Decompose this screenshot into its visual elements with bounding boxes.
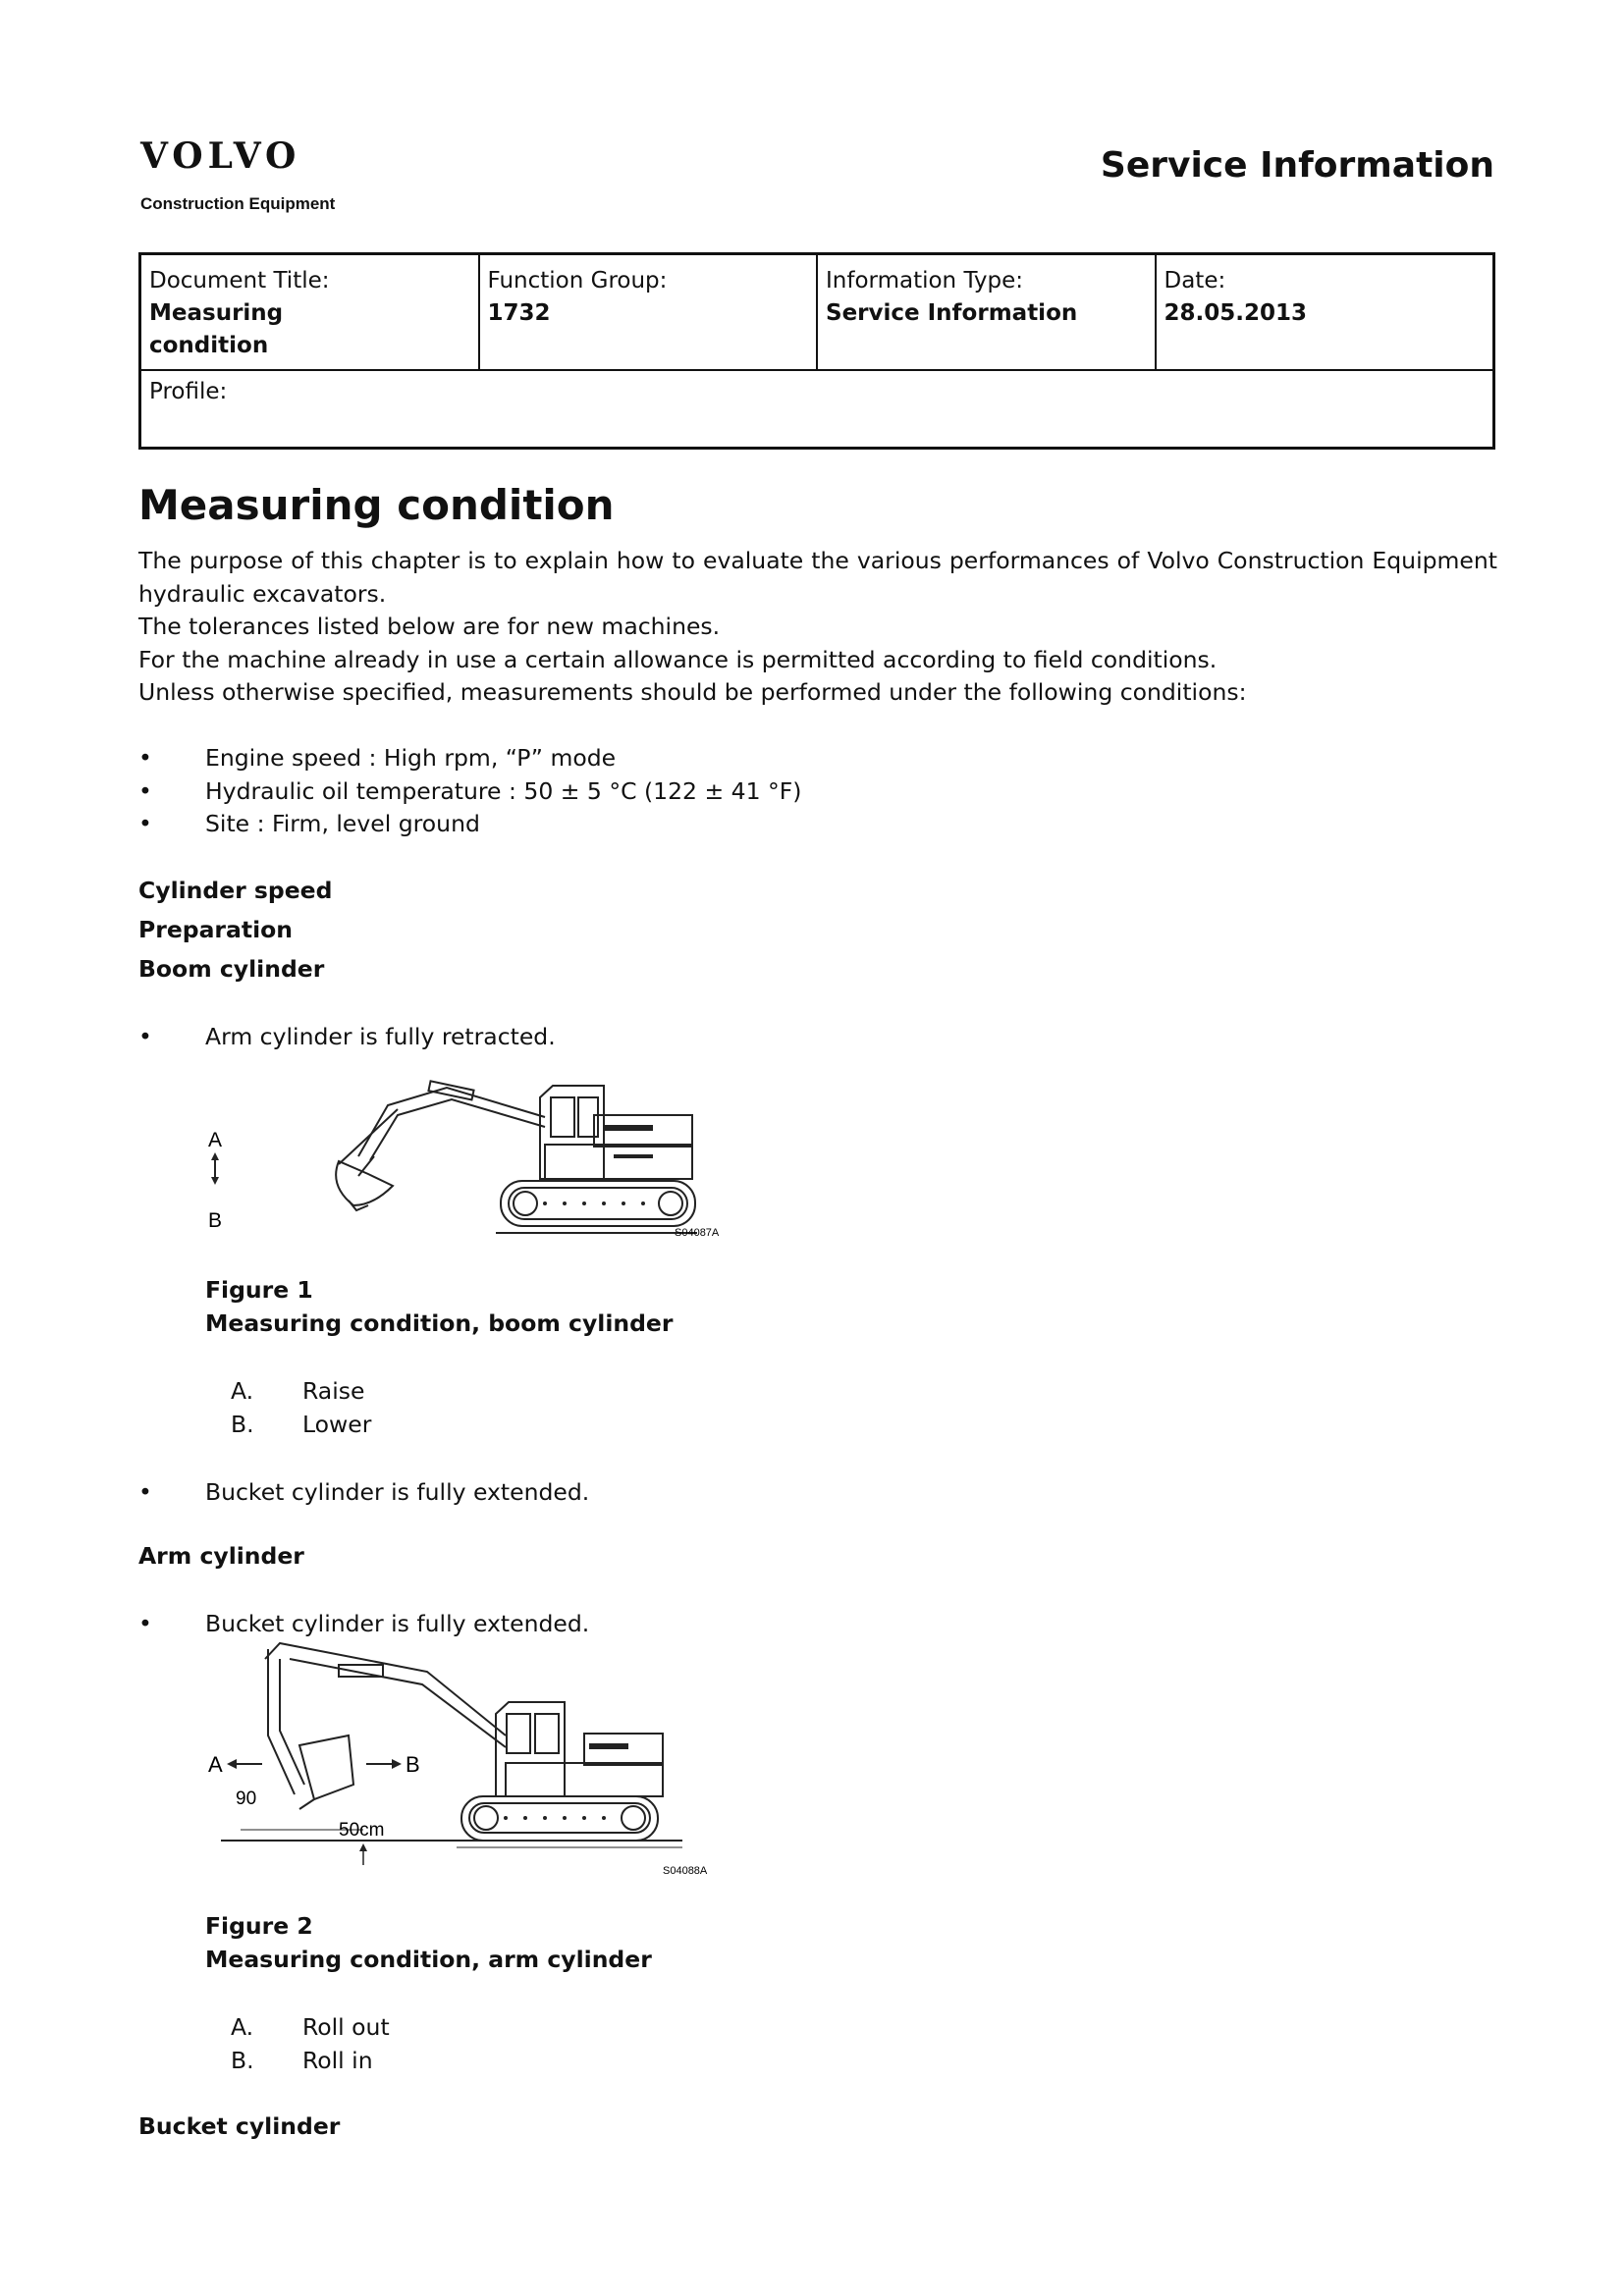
bullet: •: [138, 777, 152, 805]
cell-information-type: [818, 255, 1157, 369]
section-heading-preparation: Preparation: [138, 916, 294, 943]
cell-value: 28.05.2013: [1164, 300, 1308, 326]
bullet: •: [138, 744, 152, 772]
list-letter: A.: [231, 1377, 254, 1405]
boom-excavator-figure: [201, 1058, 731, 1250]
cell-label: Date:: [1164, 268, 1226, 294]
volvo-logo: VOLVO: [140, 135, 301, 177]
list-letter: A.: [231, 2013, 254, 2041]
arm-excavator-figure: [201, 1637, 731, 1883]
cell-value: Service Information: [826, 300, 1078, 326]
list-text: Raise: [302, 1377, 365, 1405]
section-heading-arm-cylinder: Arm cylinder: [138, 1542, 304, 1570]
marker-b: B: [208, 1209, 223, 1232]
doc-type-title: Service Information: [1100, 145, 1494, 186]
bullet: •: [138, 1023, 152, 1050]
allowance-note: For the machine already in use a certain allowance is permitted according to field conditions.: [138, 646, 1218, 673]
marker-a: A: [208, 1752, 223, 1777]
list-text: Roll in: [302, 2047, 373, 2074]
list-letter: B.: [231, 1411, 254, 1438]
figure-code: S04088A: [663, 1865, 708, 1877]
section-heading-boom-cylinder: Boom cylinder: [138, 955, 325, 983]
figure-label: Figure 2: [205, 1912, 313, 1940]
bullet-text: Bucket cylinder is fully extended.: [205, 1610, 590, 1637]
figure-caption: Measuring condition, arm cylinder: [205, 1946, 652, 1973]
cell-label: Information Type:: [826, 268, 1024, 294]
cell-label: Document Title:: [149, 268, 330, 294]
cell-value: Measuring condition: [149, 300, 284, 358]
list-text: Roll out: [302, 2013, 390, 2041]
figure-label: Figure 1: [205, 1276, 313, 1304]
page-title: Measuring condition: [138, 481, 615, 529]
info-row: [141, 255, 1492, 371]
section-heading-cylinder-speed: Cylinder speed: [138, 877, 333, 904]
profile-label: Profile:: [149, 379, 228, 404]
condition-text: Hydraulic oil temperature : 50 ± 5 °C (122 ± 41 °F): [205, 777, 802, 805]
tolerance-note: The tolerances listed below are for new machines.: [138, 613, 721, 640]
distance-label: 50cm: [339, 1820, 385, 1841]
intro-paragraph: The purpose of this chapter is to explain how to evaluate the various performances of Volvo Construction Equipment hydraulic excavators.: [138, 547, 1497, 608]
condition-text: Engine speed : High rpm, “P” mode: [205, 744, 617, 772]
section-heading-bucket-cylinder: Bucket cylinder: [138, 2112, 341, 2140]
figure-caption: Measuring condition, boom cylinder: [205, 1309, 674, 1337]
figure-code: S04087A: [675, 1227, 720, 1239]
conditions-intro: Unless otherwise specified, measurements should be performed under the following conditions:: [138, 678, 1247, 706]
bullet: •: [138, 1610, 152, 1637]
cell-label: Function Group:: [487, 268, 668, 294]
marker-b: B: [406, 1752, 420, 1777]
cell-document-title: [141, 255, 480, 369]
list-text: Lower: [302, 1411, 372, 1438]
bullet-text: Bucket cylinder is fully extended.: [205, 1478, 590, 1506]
condition-text: Site : Firm, level ground: [205, 810, 480, 837]
bullet: •: [138, 810, 152, 837]
cell-date: [1157, 255, 1493, 369]
angle-label: 90: [236, 1789, 257, 1809]
marker-a: A: [208, 1129, 223, 1151]
bullet-text: Arm cylinder is fully retracted.: [205, 1023, 556, 1050]
cell-function-group: [480, 255, 819, 369]
list-letter: B.: [231, 2047, 254, 2074]
logo-subtitle: Construction Equipment: [140, 194, 336, 213]
bullet: •: [138, 1478, 152, 1506]
cell-value: 1732: [487, 300, 551, 326]
document-info-table: [138, 252, 1495, 450]
